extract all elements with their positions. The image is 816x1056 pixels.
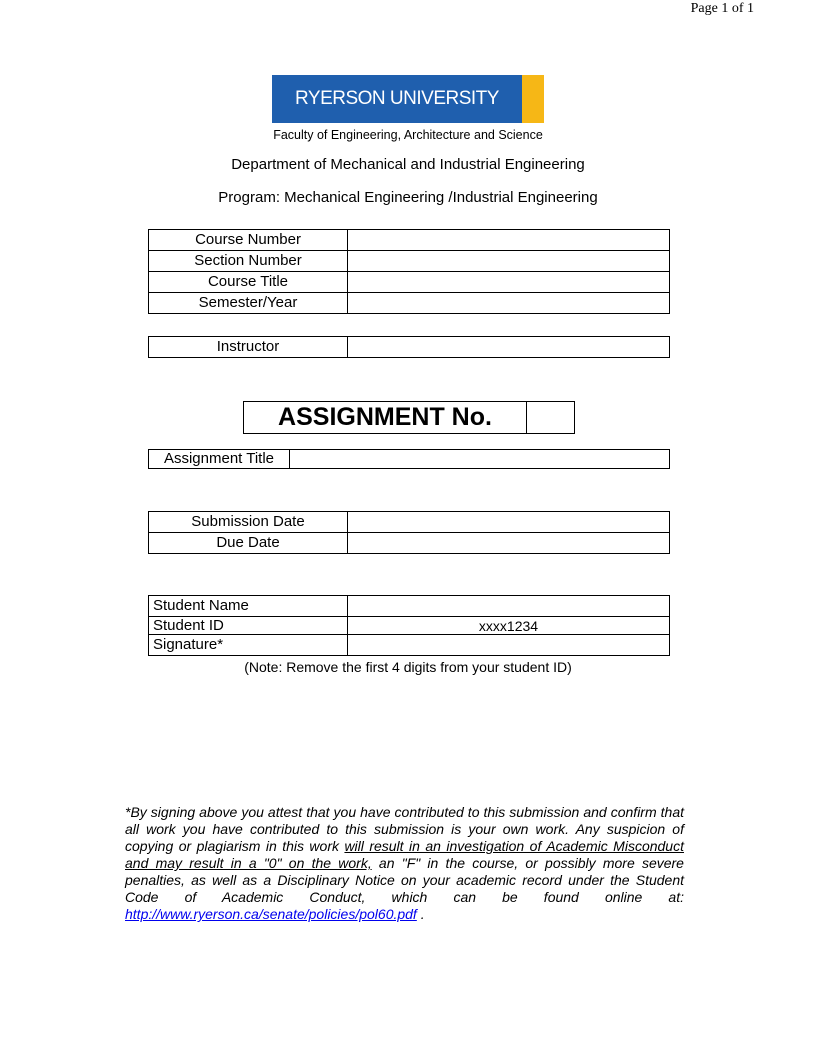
semester-year-field[interactable] — [348, 293, 670, 314]
academic-integrity-disclaimer — [125, 804, 684, 923]
table-row — [149, 533, 670, 554]
disclaimer-end: . — [416, 906, 425, 922]
assignment-number-box — [243, 401, 575, 434]
student-id-label: Student ID — [149, 617, 348, 635]
logo-text: RYERSON UNIVERSITY — [272, 75, 522, 123]
policy-link[interactable]: http://www.ryerson.ca/senate/policies/pol60.pdf — [125, 906, 417, 922]
table-row — [149, 293, 670, 314]
table-row — [149, 337, 670, 358]
submission-date-field[interactable] — [348, 512, 670, 533]
signature-label: Signature* — [149, 635, 348, 656]
student-name-field[interactable] — [348, 596, 670, 617]
instructor-table — [148, 336, 670, 358]
instructor-field[interactable] — [348, 337, 670, 358]
due-date-label: Due Date — [149, 533, 348, 554]
due-date-field[interactable] — [348, 533, 670, 554]
disclaimer-underlined-text: will result in an investigation of Academic Misconduct and may result in a "0" on the work, — [125, 838, 684, 871]
assignment-title-field[interactable] — [290, 450, 670, 469]
assignment-number-field[interactable] — [527, 402, 574, 433]
disclaimer-text-continued: an "F" in the course, or possibly more severe penalties, as well as a Disciplinary Notice on your academic record under the Student Code of Academic Conduct, which can be found online at: — [125, 855, 684, 905]
table-row — [149, 272, 670, 293]
department-name: Department of Mechanical and Industrial Engineering — [231, 156, 585, 173]
section-number-field[interactable] — [348, 251, 670, 272]
table-row — [149, 635, 670, 656]
table-row — [149, 512, 670, 533]
assignment-title-label: Assignment Title — [149, 450, 290, 469]
table-row — [149, 230, 670, 251]
disclaimer-text: *By signing above you attest that you have contributed to this submission and confirm that all work you have contributed to this submission is your own work. Any suspicion of copying or plagiarism in this work — [125, 804, 684, 854]
instructor-label: Instructor — [149, 337, 348, 358]
course-number-field[interactable] — [348, 230, 670, 251]
page-number: Page 1 of 1 — [690, 1, 754, 16]
university-logo — [272, 75, 544, 123]
student-name-label: Student Name — [149, 596, 348, 617]
course-number-label: Course Number — [149, 230, 348, 251]
course-title-field[interactable] — [348, 272, 670, 293]
signature-field[interactable] — [348, 635, 670, 656]
table-row — [149, 617, 670, 635]
student-id-field[interactable]: xxxx1234 — [348, 617, 670, 635]
submission-date-label: Submission Date — [149, 512, 348, 533]
semester-year-label: Semester/Year — [149, 293, 348, 314]
logo-gold-bar — [522, 75, 544, 123]
course-title-label: Course Title — [149, 272, 348, 293]
dates-table — [148, 511, 670, 554]
course-info-table — [148, 229, 670, 314]
student-id-note: (Note: Remove the first 4 digits from your student ID) — [244, 659, 572, 675]
assignment-heading: ASSIGNMENT No. — [244, 402, 527, 433]
assignment-title-table — [148, 449, 670, 469]
faculty-name: Faculty of Engineering, Architecture and Science — [273, 128, 543, 142]
student-info-table — [148, 595, 670, 656]
table-row — [149, 596, 670, 617]
table-row — [149, 251, 670, 272]
section-number-label: Section Number — [149, 251, 348, 272]
table-row — [149, 450, 670, 469]
program-name: Program: Mechanical Engineering /Industrial Engineering — [218, 189, 598, 206]
